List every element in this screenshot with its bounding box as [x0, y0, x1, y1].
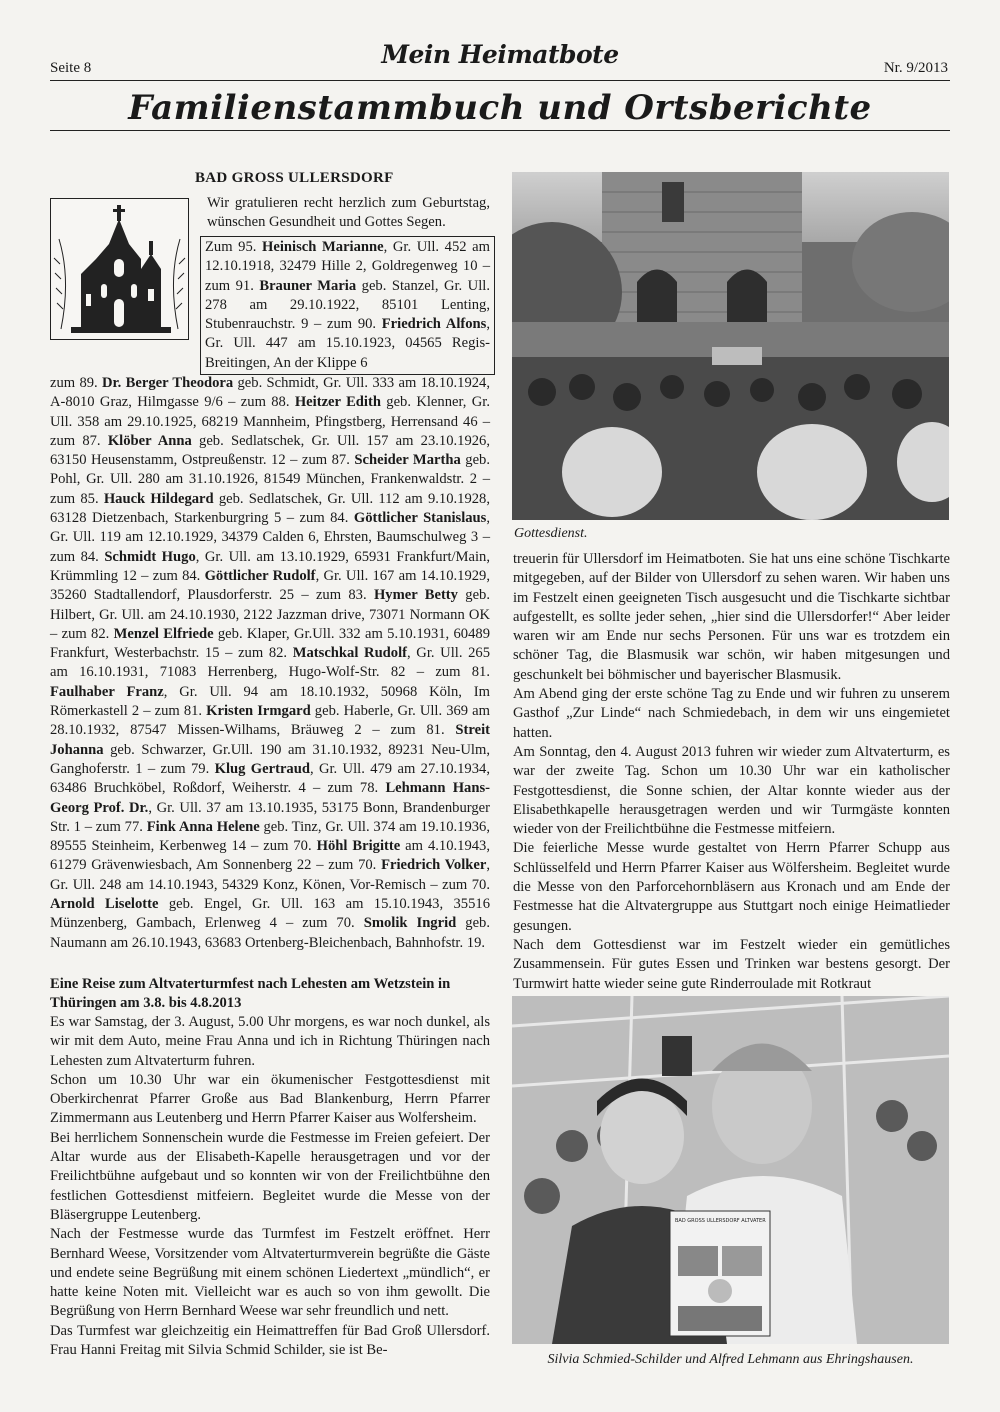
birthday-name: Höhl Brigitte	[316, 838, 401, 855]
article-paragraph: Es war Samstag, der 3. August, 5.00 Uhr morgens, es war noch dunkel, als wir mit dem Auto, meine Frau Anna und ich in Richtung Thüringen nach Lehesten zum Altvaterturm fuhren.	[50, 1014, 490, 1069]
birthday-name: Lehmann Hans-Georg Prof. Dr.	[50, 780, 491, 816]
photo1-caption: Gottesdienst.	[514, 526, 588, 541]
birthday-name: Menzel Elfriede	[113, 625, 214, 642]
birthday-entry-details: geb. Hilbert, Gr. Ull. am 24.10.1930, 2122 Jazzman drive, 73071 Normann OK – zum 82.	[50, 587, 490, 642]
birthday-entry-details: geb. Engel, Gr. Ull. 163 am 15.10.1943, 35516 Münzenberg, Gambach, Erlenweg 4 – zum 70.	[50, 896, 490, 932]
birthday-entry-details: geb. Naumann am 26.10.1943, 63683 Ortenberg-Bleichenbach, Bahnhofstr. 19.	[50, 915, 491, 951]
birthday-name: Arnold Liselotte	[50, 896, 159, 913]
birthday-name: Heitzer Edith	[294, 394, 381, 411]
birthday-entry-details: geb. Schmidt, Gr. Ull. 333 am 18.10.1924, A-8010 Graz, Hilmgasse 9/6 – zum 88.	[50, 375, 490, 411]
photo-couple	[512, 996, 949, 1344]
birthday-name: Göttlicher Stanislaus	[353, 510, 487, 527]
birthday-name: Friedrich Volker	[381, 857, 487, 874]
birthday-name: Klöber Anna	[107, 432, 192, 449]
birthday-entry-details: , Gr. Ull. 37 am 13.10.1935, 53175 Bonn, Brandenburger Str. 1 – zum 77.	[50, 799, 490, 835]
birthday-entry-details: , Gr. Ull. 479 am 27.10.1934, 63486 Bruchköbel, Roßdorf, Weiherstr. 4 – zum 78.	[50, 760, 490, 797]
birthday-entry-prefix: zum 89.	[50, 375, 102, 391]
birthday-name: Scheider Martha	[354, 452, 461, 469]
page-number: Seite 8	[50, 60, 92, 76]
article-paragraph: Schon um 10.30 Uhr war ein ökumenischer Festgottesdienst mit Oberkirchenrat Pfarrer Große aus Bad Blankenburg, Herrn Pfarrer Zimmermann aus Leutenberg und Herrn Pfarrer Kaiser aus Wolfersheim.	[50, 1071, 490, 1127]
birthday-name: Streit Johanna	[50, 722, 490, 758]
birthday-entry-details: , Gr. Ull. 265 am 16.10.1931, 71083 Herrenberg, Hugo-Wolf-Str. 82 – zum 81.	[50, 645, 490, 681]
birthday-entry-details: geb. Sedlatschek, Gr. Ull. 157 am 23.10.1926, 63150 Heusenstamm, Ostpreußenstr. 12 – zum 87.	[50, 432, 490, 469]
birthday-entry-details: am 4.10.1943, 61279 Grävenwiesbach, Am Sonnenberg 22 – zum 70.	[50, 838, 490, 874]
birthday-name: Hauck Hildegard	[103, 490, 214, 507]
birthday-name: Hymer Betty	[373, 587, 458, 604]
title-divider	[50, 130, 950, 131]
birthday-name: Smolik Ingrid	[363, 915, 457, 932]
article-body-right	[513, 550, 950, 994]
birthday-entry-prefix: Zum 95.	[205, 239, 263, 255]
card-title: BAD GROSS ULLERSDORF ALTVATER	[675, 1218, 766, 1224]
section-title: Familienstammbuch und Ortsberichte	[128, 88, 872, 128]
birthday-name: Friedrich Alfons	[381, 316, 487, 333]
birthday-entry-details: , Gr. Ull. 248 am 14.10.1943, 54329 Konz, Könen, Vor-Remisch – zum 70.	[50, 857, 490, 893]
birthday-name: Klug Gertraud	[214, 760, 310, 777]
issue-number: Nr. 9/2013	[883, 60, 948, 76]
place-heading: BAD GROSS ULLERSDORF	[195, 170, 394, 186]
birthday-list	[50, 374, 490, 953]
header-divider	[50, 80, 950, 81]
birthday-name: Heinisch Marianne	[262, 239, 384, 255]
birthday-name: Faulhaber Franz	[50, 683, 164, 700]
birthday-name: Brauner Maria	[259, 277, 357, 294]
photo-church-service	[512, 172, 949, 520]
greeting-text: Wir gratulieren recht herzlich zum Geburtstag, wünschen Gesundheit und Gottes Segen.	[207, 195, 490, 231]
birthday-entry-details: geb. Haberle, Gr. Ull. 369 am 28.10.1932, 87547 Missen-Wilhams, Bräuweg 2 – zum 81.	[50, 703, 490, 739]
article-paragraph: Nach der Festmesse wurde das Turmfest im Festzelt eröffnet. Herr Bernhard Weese, Vorsitzender vom Altvaterturmverein begrüßte die Gäste und endete seine Begrüßung mit einem schönen Liedertext „mündlich“, er hatte keine Noten mit. Vielleicht war es auch so von ihm gewollt. Die Begrüßung von Herrn Bernhard Weese war sehr freundlich und nett.	[50, 1226, 490, 1320]
article-paragraph: Bei herrlichem Sonnenschein wurde die Festmesse im Freien gefeiert. Der Altar wurde aus der Elisabeth-Kapelle herausgetragen und vor der Freilichtbühne aufgebaut und so konnten wir von der Freilichtbühne den festlichen Gottesdienst mitfeiern. Begleitet wurde die Messe von der Bläsergruppe Leutenberg.	[50, 1129, 490, 1223]
article-title: Eine Reise zum Altvaterturmfest nach Lehesten am Wetzstein in Thüringen am 3.8. bis 4.8.2013	[50, 976, 451, 1011]
birthday-list-text	[50, 375, 490, 951]
birthday-entry-details: , Gr. Ull. 119 am 12.10.1929, 34379 Calden 6, Ehrsten, Baumschulweg 3 – zum 84.	[50, 510, 490, 565]
birthday-name: Dr. Berger Theodora	[102, 375, 234, 391]
article-paragraph: treuerin für Ullersdorf im Heimatboten. Sie hat uns eine schöne Tischkarte mitgegeben, auf der Bilder von Ullersdorf zu sehen waren. Wir haben uns im Festzelt einen geeigneten Tisch ausgesucht und die Tischkarte sichtbar aufgestellt, es sollte jeder sehen, „hier sind die Ullersdorfer!“ Aber leider waren wir am Ende nur sechs Personen. Für uns war es trotzdem ein schöner Tag, die Blasmusik war schön, wir haben mitgesungen und geschunkelt bei böhmischer und bayerischer Blasmusik.	[513, 551, 950, 683]
birthday-box	[200, 236, 495, 375]
birthday-name: Göttlicher Rudolf	[204, 567, 316, 584]
birthday-name: Matschkal Rudolf	[292, 645, 408, 662]
birthday-entry-details: geb. Pohl, Gr. Ull. 280 am 31.10.1926, 81549 München, Frankenwaldstr. 2 – zum 85.	[50, 452, 490, 507]
article-paragraph: Am Abend ging der erste schöne Tag zu Ende und wir fuhren zu unserem Gasthof „Zur Linde“ nach Schmiedebach, in dem wir uns eingemietet hatten.	[513, 686, 950, 741]
article-body-left	[50, 1013, 490, 1360]
birthday-name: Kristen Irmgard	[206, 703, 311, 720]
birthday-entry-details: geb. Klaper, Gr.Ull. 332 am 5.10.1931, 60489 Frankfurt, Westerbachstr. 15 – zum 82.	[50, 625, 490, 662]
birthday-entry-details: geb. Sedlatschek, Gr. Ull. 112 am 9.10.1928, 63128 Dietzenbach, Starkenburgring 5 – zum 84.	[50, 490, 490, 527]
birthday-entry-details: , Gr. Ull. 94 am 18.10.1932, 50968 Köln, Im Römerkastell 2 – zum 81.	[50, 683, 490, 720]
birthday-entry-details: geb. Tinz, Gr. Ull. 374 am 19.10.1936, 89555 Steinheim, Kerbenweg 14 – zum 70.	[50, 818, 490, 855]
article-paragraph: Das Turmfest war gleichzeitig ein Heimattreffen für Bad Groß Ullersdorf. Frau Hanni Freitag mit Silvia Schmid Schilder, sie ist Be-	[50, 1322, 490, 1359]
birthday-entry-details: geb. Klenner, Gr. Ull. 358 am 29.10.1925, 68219 Mannheim, Pfingstberg, Herrensand 46 – zum 87.	[50, 394, 490, 449]
article-paragraph: Am Sonntag, den 4. August 2013 fuhren wir wieder zum Altvaterturm, es war der zweite Tag. Schon um 10.30 Uhr war ein katholischer Festgottesdienst, die Sonne schien, der Altar konnte wieder aus der Elisabethkapelle herausgetragen werden und wir Turmgäste konnten wieder von der Freilichtbühne die Festmesse mitfeiern.	[513, 743, 950, 838]
birthday-entry-details: , Gr. Ull. 447 am 15.10.1923, 04565 Regis-Breitingen, An der Klippe 6	[205, 316, 490, 371]
photo2-caption: Silvia Schmied-Schilder und Alfred Lehmann aus Ehringshausen.	[547, 1352, 914, 1367]
article-paragraph: Nach dem Gottesdienst war im Festzelt wieder ein gemütliches Zusammensein. Für gutes Essen und Trinken war bestens gesorgt. Der Turmwirt hatte wieder seine gute Rinderroulade mit Rotkraut	[513, 936, 950, 992]
birthday-name: Schmidt Hugo	[104, 548, 196, 565]
birthday-entry-details: , Gr. Ull. 452 am 12.10.1918, 32479 Hille 2, Goldregenweg 10 – zum 91.	[205, 239, 490, 294]
church-emblem-icon	[50, 198, 189, 340]
birthday-name: Fink Anna Helene	[146, 818, 260, 835]
article-paragraph: Die feierliche Messe wurde gestaltet von Herrn Pfarrer Schupp aus Schlüsselfeld und Herrn Pfarrer Kaiser aus Wölfersheim. Begleitet wurde die Messe von den Parforcehornbläsern aus Kronach und am Ende der Festmesse hat die Altvatergruppe aus Stuttgart noch einige Heimatlieder gesungen.	[513, 840, 950, 934]
birthday-entry-details: geb. Schwarzer, Gr.Ull. 190 am 31.10.1932, 89231 Neu-Ulm, Ganghoferstr. 1 – zum 79.	[50, 741, 490, 777]
masthead-logo: Mein Heimatbote	[381, 40, 619, 69]
birthday-box-text	[205, 239, 490, 371]
birthday-entry-details: , Gr. Ull. am 13.10.1929, 65931 Frankfurt/Main, Krümmling 12 – zum 84.	[50, 548, 491, 584]
birthday-entry-details: geb. Stanzel, Gr. Ull. 278 am 29.10.1922, 85101 Lenting, Stubenrauchstr. 9 – zum 90.	[205, 277, 490, 333]
birthday-entry-details: , Gr. Ull. 167 am 14.10.1929, 35260 Stadtallendorf, Plausdorferstr. 25 – zum 83.	[50, 567, 490, 604]
